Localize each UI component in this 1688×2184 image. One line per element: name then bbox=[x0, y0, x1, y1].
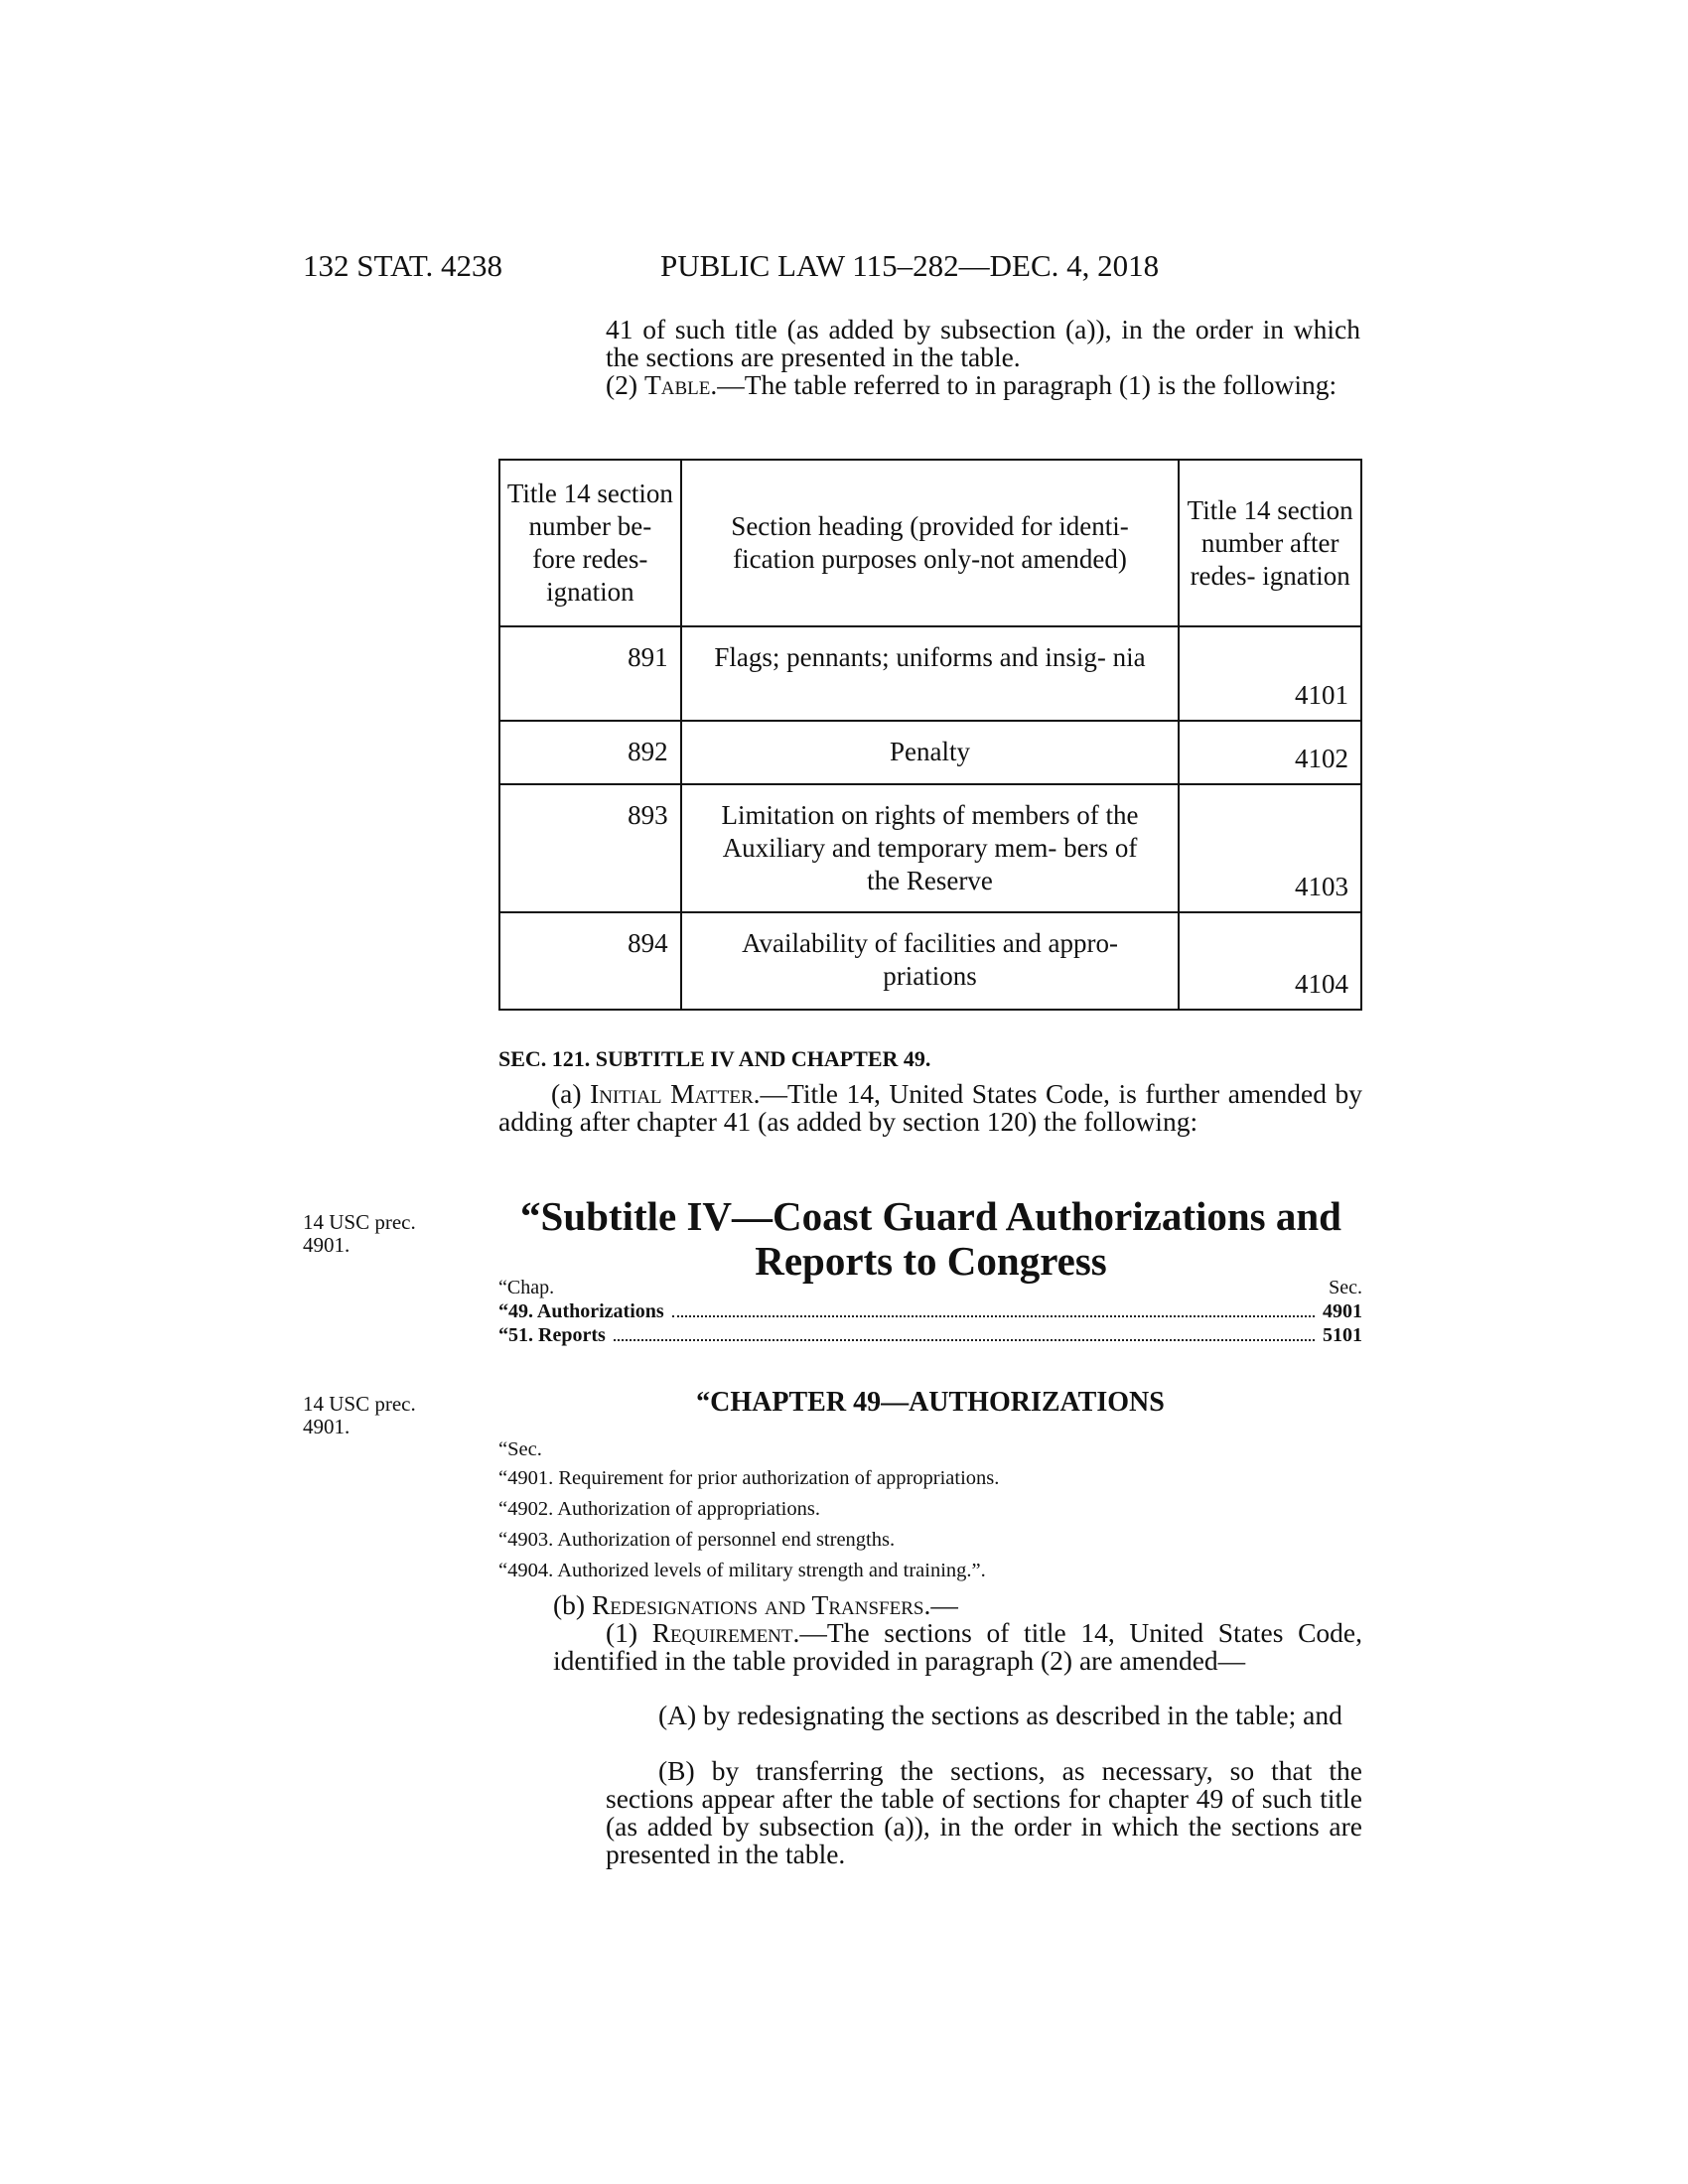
redesignation-table bbox=[498, 459, 1362, 1011]
section-after: 4102 bbox=[1179, 721, 1361, 784]
table-row bbox=[499, 784, 1361, 912]
toc-leader-dots bbox=[614, 1339, 1315, 1341]
toc-chap-label: “Chap. bbox=[498, 1277, 555, 1298]
subsection-b-rest: .— bbox=[923, 1589, 958, 1620]
subtitle-table-of-chapters bbox=[498, 1276, 1362, 1347]
table-label-rest: .—The table referred to in paragraph (1) is the following: bbox=[710, 369, 1337, 400]
chapter-49-heading: “CHAPTER 49—AUTHORIZATIONS bbox=[696, 1387, 1165, 1418]
toc-sec-label: Sec. bbox=[1329, 1277, 1362, 1298]
section-before: 894 bbox=[499, 912, 681, 1010]
section-before: 892 bbox=[499, 721, 681, 784]
section-heading: Limitation on rights of members of the Auxiliary and temporary mem- bers of the Reserve bbox=[681, 784, 1180, 912]
toc-leader-dots bbox=[672, 1315, 1315, 1317]
toc-entry-label: “49. Authorizations bbox=[498, 1300, 664, 1322]
clause-a: (A) by redesignating the sections as described in the table; and bbox=[658, 1700, 1342, 1730]
chapter-49-section-list bbox=[498, 1463, 1362, 1586]
chapter-sec-label: “Sec. bbox=[498, 1438, 542, 1460]
section-heading: Flags; pennants; uniforms and insig- nia bbox=[681, 626, 1180, 721]
table-row bbox=[499, 912, 1361, 1010]
table-intro-paragraph bbox=[553, 371, 1360, 399]
table-row bbox=[499, 721, 1361, 784]
section-before: 891 bbox=[499, 626, 681, 721]
section-heading: Penalty bbox=[681, 721, 1180, 784]
paragraph-1-prefix: (1) bbox=[606, 1617, 652, 1648]
section-before: 893 bbox=[499, 784, 681, 912]
running-head bbox=[303, 248, 1365, 288]
table-label-prefix: (2) bbox=[606, 369, 644, 400]
section-after: 4101 bbox=[1179, 626, 1361, 721]
margin-note-usc: 14 USC prec. 4901. bbox=[303, 1210, 416, 1257]
paragraph-1-caps: Requirement bbox=[651, 1617, 793, 1648]
clause-b: (B) by transferring the sections, as necessary, so that the sections appear after the table of sections for chapter 49 of such title (as added by subsection (a)), in the order in which the sections are presented in the table. bbox=[606, 1755, 1362, 1869]
header-before: Title 14 section number be- fore redes- ignation bbox=[499, 460, 681, 626]
toc-entry-section: 4901 bbox=[1323, 1300, 1362, 1322]
section-heading-121: SEC. 121. SUBTITLE IV AND CHAPTER 49. bbox=[498, 1046, 931, 1071]
list-item: “4901. Requirement for prior authorization of appropriations. bbox=[498, 1467, 1000, 1489]
toc-entry-section: 5101 bbox=[1323, 1324, 1362, 1346]
toc-entry bbox=[498, 1323, 1362, 1347]
table-row bbox=[499, 626, 1361, 721]
subtitle-iv-heading: “Subtitle IV—Coast Guard Authorizations and Reports to Congress bbox=[520, 1193, 1341, 1284]
subsection-b-prefix: (b) bbox=[553, 1589, 592, 1620]
subsection-b-heading bbox=[553, 1591, 1362, 1619]
toc-entry bbox=[498, 1299, 1362, 1323]
section-after: 4104 bbox=[1179, 912, 1361, 1010]
table-label-caps: Table bbox=[643, 369, 711, 400]
paragraph-1-rest: .—The sections of title 14, United States Code, identified in the table provided in paragraph (2) are amended— bbox=[553, 1617, 1363, 1676]
subsection-a-rest: .—Title 14, United States Code, is further amended by adding after chapter 41 (as added by section 120) the following: bbox=[498, 1078, 1362, 1137]
toc-header bbox=[498, 1276, 1362, 1299]
subsection-b-caps: Redesignations and Transfers bbox=[591, 1589, 924, 1620]
list-item: “4903. Authorization of personnel end strengths. bbox=[498, 1529, 896, 1551]
subsection-a-caps: Initial Matter bbox=[590, 1078, 754, 1109]
subsection-a-prefix: (a) bbox=[551, 1078, 591, 1109]
subsection-a bbox=[498, 1080, 1362, 1136]
paragraph-1-requirement bbox=[553, 1619, 1362, 1675]
list-item: “4904. Authorized levels of military strength and training.”. bbox=[498, 1560, 986, 1581]
toc-entry-label: “51. Reports bbox=[498, 1324, 606, 1346]
header-section-heading: Section heading (provided for identi- fication purposes only-not amended) bbox=[681, 460, 1180, 626]
table-header-row bbox=[499, 460, 1361, 626]
header-after: Title 14 section number after redes- ignation bbox=[1179, 460, 1361, 626]
public-law-citation: PUBLIC LAW 115–282—DEC. 4, 2018 bbox=[660, 248, 1160, 283]
stat-page-number: 132 STAT. 4238 bbox=[303, 248, 503, 283]
list-item: “4902. Authorization of appropriations. bbox=[498, 1498, 820, 1520]
section-after: 4103 bbox=[1179, 784, 1361, 912]
intro-continuation: 41 of such title (as added by subsection (a)), in the order in which the sections are presented in the table. bbox=[606, 314, 1360, 372]
section-heading: Availability of facilities and appro- priations bbox=[681, 912, 1180, 1010]
margin-note-usc: 14 USC prec. 4901. bbox=[303, 1392, 416, 1438]
